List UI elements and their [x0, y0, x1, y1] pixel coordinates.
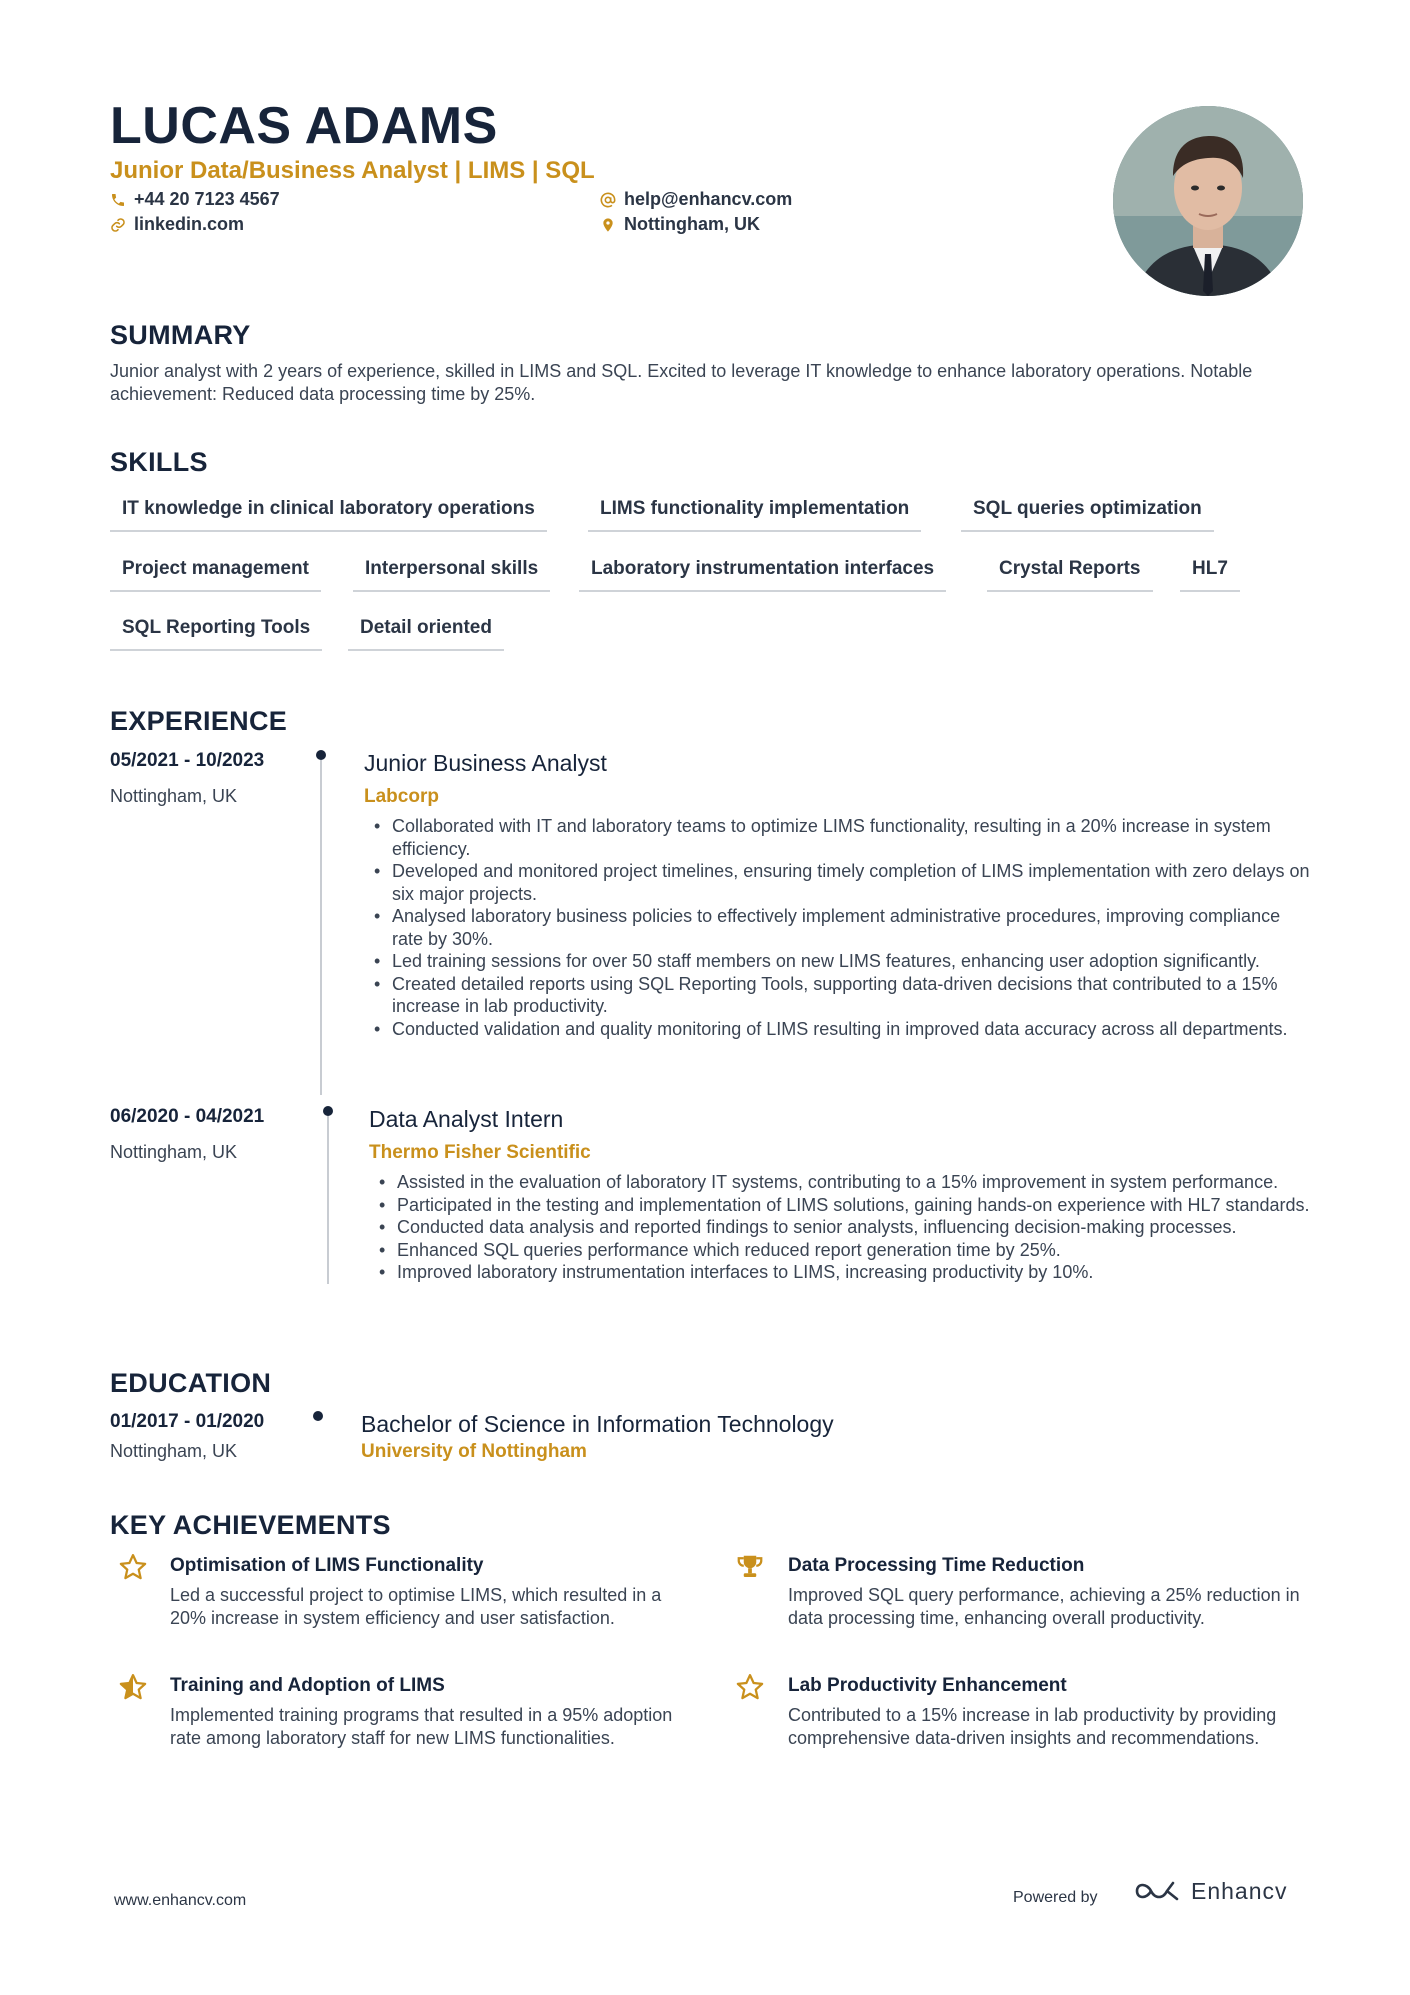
job-bullet: • Assisted in the evaluation of laboratory IT systems, contributing to a 15% improvement in system performance. — [373, 1171, 1313, 1194]
job-bullet: • Participated in the testing and implementation of LIMS solutions, gaining hands-on experience with HL7 standards. — [373, 1194, 1313, 1217]
skill-tag: Detail oriented — [348, 617, 504, 651]
contact-linkedin[interactable] — [110, 214, 244, 235]
skill-tag: IT knowledge in clinical laboratory operations — [110, 498, 547, 532]
job-bullet: • Collaborated with IT and laboratory teams to optimize LIMS functionality, resulting in a 20% increase in system efficiency. — [368, 815, 1313, 860]
achievement-desc: Contributed to a 15% increase in lab productivity by providing comprehensive data-driven insights and recommendations. — [788, 1705, 1277, 1748]
job-bullets — [373, 1171, 1313, 1284]
enhancv-brand-text: Enhancv — [1191, 1877, 1288, 1904]
company-name: Labcorp — [364, 786, 439, 807]
skill-tag: SQL Reporting Tools — [110, 617, 322, 651]
job-title: Data Analyst Intern — [369, 1106, 564, 1132]
skill-tag: Laboratory instrumentation interfaces — [579, 558, 946, 592]
phone-icon — [110, 192, 126, 208]
trophy-icon — [735, 1552, 765, 1582]
footer-website[interactable]: www.enhancv.com — [114, 1892, 247, 1909]
company-name: Thermo Fisher Scientific — [369, 1142, 591, 1163]
enhancv-logo[interactable] — [1133, 1877, 1288, 1905]
timeline-dot — [316, 750, 326, 760]
achievement-desc: Implemented training programs that resulted in a 95% adoption rate among laboratory staff for new LIMS functionalities. — [170, 1705, 673, 1748]
timeline-line — [327, 1116, 329, 1284]
education-dates: 01/2017 - 01/2020 — [110, 1411, 265, 1432]
achievement-title: Training and Adoption of LIMS — [170, 1675, 445, 1696]
skill-tag: SQL queries optimization — [961, 498, 1214, 532]
job-location: Nottingham, UK — [110, 786, 238, 806]
timeline-dot — [323, 1106, 333, 1116]
achievement-desc: Improved SQL query performance, achieving a 25% reduction in data processing time, enhancing overall productivity. — [788, 1585, 1300, 1628]
achievement-title: Data Processing Time Reduction — [788, 1555, 1085, 1576]
candidate-headline: Junior Data/Business Analyst | LIMS | SQL — [110, 157, 595, 184]
job-bullet: • Improved laboratory instrumentation interfaces to LIMS, increasing productivity by 10%. — [373, 1261, 1313, 1284]
link-icon — [110, 217, 126, 233]
job-bullet: • Enhanced SQL queries performance which reduced report generation time by 25%. — [373, 1239, 1313, 1262]
job-bullets — [368, 815, 1313, 1040]
at-sign-icon — [600, 192, 616, 208]
school-name: University of Nottingham — [361, 1441, 587, 1462]
star-outline-icon — [735, 1672, 765, 1702]
degree-title: Bachelor of Science in Information Technology — [361, 1411, 834, 1437]
job-dates: 06/2020 - 04/2021 — [110, 1106, 265, 1127]
education-location: Nottingham, UK — [110, 1441, 238, 1461]
enhancv-logo-icon — [1133, 1877, 1181, 1905]
candidate-name: LUCAS ADAMS — [110, 97, 498, 155]
skills-heading: SKILLS — [110, 447, 208, 477]
summary-text: Junior analyst with 2 years of experience, skilled in LIMS and SQL. Excited to leverage IT knowledge to enhance laboratory operations. Notable achievement: Reduced data processing time by 25%. — [110, 361, 1253, 404]
star-half-icon — [118, 1672, 148, 1702]
job-bullet: • Conducted validation and quality monitoring of LIMS resulting in improved data accuracy across all departments. — [368, 1018, 1313, 1041]
location-text: Nottingham, UK — [624, 214, 760, 234]
phone-text: +44 20 7123 4567 — [134, 189, 280, 209]
contact-location — [600, 214, 760, 235]
skill-tag: HL7 — [1180, 558, 1240, 592]
job-bullet: • Led training sessions for over 50 staff members on new LIMS features, enhancing user adoption significantly. — [368, 950, 1313, 973]
job-location: Nottingham, UK — [110, 1142, 238, 1162]
experience-heading: EXPERIENCE — [110, 706, 288, 736]
timeline-line — [320, 760, 322, 1095]
profile-photo-image — [1113, 106, 1303, 296]
skill-tag: Interpersonal skills — [353, 558, 550, 592]
achievement-title: Optimisation of LIMS Functionality — [170, 1555, 484, 1576]
email-text[interactable]: help@enhancv.com — [624, 189, 793, 209]
skill-tag: LIMS functionality implementation — [588, 498, 921, 532]
footer-powered-by: Powered by — [1013, 1889, 1098, 1906]
summary-heading: SUMMARY — [110, 320, 251, 350]
job-title: Junior Business Analyst — [364, 750, 607, 776]
map-pin-icon — [600, 217, 616, 233]
job-bullet: • Created detailed reports using SQL Reporting Tools, supporting data-driven decisions that contributed to a 15% increase in lab productivity. — [368, 973, 1313, 1018]
achievement-title: Lab Productivity Enhancement — [788, 1675, 1067, 1696]
skill-tag: Project management — [110, 558, 321, 592]
job-dates: 05/2021 - 10/2023 — [110, 750, 265, 771]
timeline-dot — [313, 1411, 323, 1421]
achievement-desc: Led a successful project to optimise LIMS, which resulted in a 20% increase in system efficiency and user satisfaction. — [170, 1585, 662, 1628]
contact-email[interactable] — [600, 189, 792, 210]
contact-phone — [110, 189, 280, 210]
job-bullet: • Conducted data analysis and reported findings to senior analysts, influencing decision-making processes. — [373, 1216, 1313, 1239]
skill-tag: Crystal Reports — [987, 558, 1153, 592]
job-bullet: • Analysed laboratory business policies to effectively implement administrative procedures, improving compliance rate by 30%. — [368, 905, 1313, 950]
achievements-heading: KEY ACHIEVEMENTS — [110, 1510, 391, 1540]
linkedin-text[interactable]: linkedin.com — [134, 214, 245, 234]
education-heading: EDUCATION — [110, 1368, 272, 1398]
job-bullet: • Developed and monitored project timelines, ensuring timely completion of LIMS implementation with zero delays on six major projects. — [368, 860, 1313, 905]
profile-photo — [1113, 106, 1303, 296]
star-outline-icon — [118, 1552, 148, 1582]
